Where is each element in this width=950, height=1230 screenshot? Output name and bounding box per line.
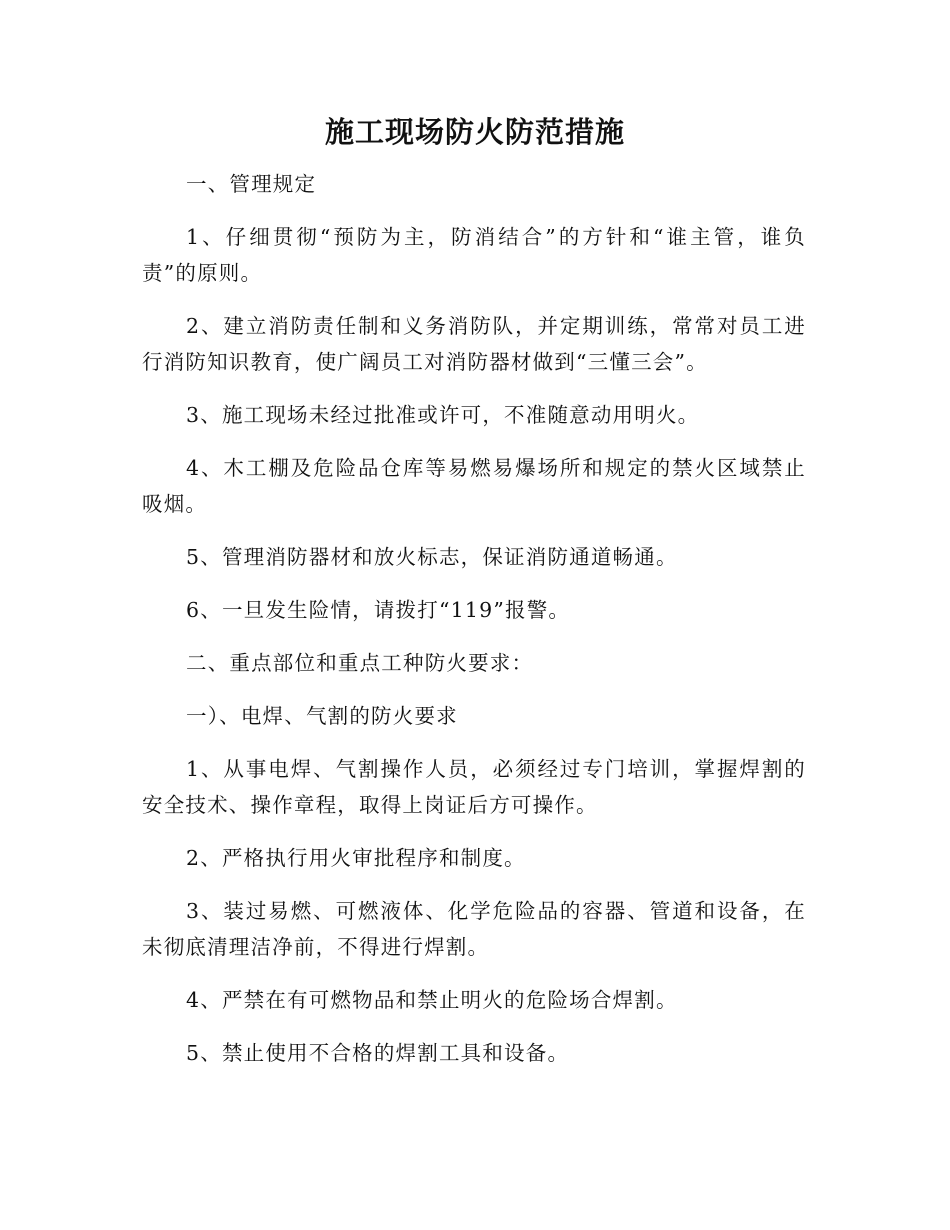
paragraph-rule-2: 2、建立消防责任制和义务消防队，并定期训练，常常对员工进行消防知识教育，使广阔员工对消防器材做到“三懂三会”。: [142, 314, 806, 374]
paragraph-rule-4: 4、木工棚及危险品仓库等易燃易爆场所和规定的禁火区域禁止吸烟。: [142, 456, 806, 516]
paragraph-rule-6: 6、一旦发生险情，请拨打“119”报警。: [186, 598, 571, 622]
paragraph-rule-3: 3、施工现场未经过批准或许可，不准随意动用明火。: [186, 403, 700, 427]
paragraph-subsection-heading: 一）、电焊、气割的防火要求: [186, 704, 458, 728]
paragraph-rule-5: 5、管理消防器材和放火标志，保证消防通道畅通。: [186, 545, 678, 569]
document-title: 施工现场防火防范措施: [324, 115, 625, 149]
paragraph-rule-1: 1、仔细贯彻“预防为主，防消结合”的方针和“谁主管，谁负责”的原则。: [142, 225, 806, 285]
paragraph-section-1-heading: 一、管理规定: [186, 172, 317, 196]
paragraph-welding-rule-4: 4、严禁在有可燃物品和禁止明火的危险场合焊割。: [186, 988, 678, 1012]
paragraph-welding-rule-1: 1、从事电焊、气割操作人员，必须经过专门培训，掌握焊割的安全技术、操作章程，取得上岗证后方可操作。: [142, 757, 806, 817]
paragraph-section-2-heading: 二、重点部位和重点工种防火要求：: [186, 651, 534, 675]
paragraph-welding-rule-3: 3、装过易燃、可燃液体、化学危险品的容器、管道和设备，在未彻底清理洁净前，不得进行焊割。: [142, 899, 806, 959]
paragraph-welding-rule-2: 2、严格执行用火审批程序和制度。: [186, 846, 526, 870]
document-body: [142, 166, 806, 1088]
paragraph-welding-rule-5: 5、禁止使用不合格的焊割工具和设备。: [186, 1041, 570, 1065]
